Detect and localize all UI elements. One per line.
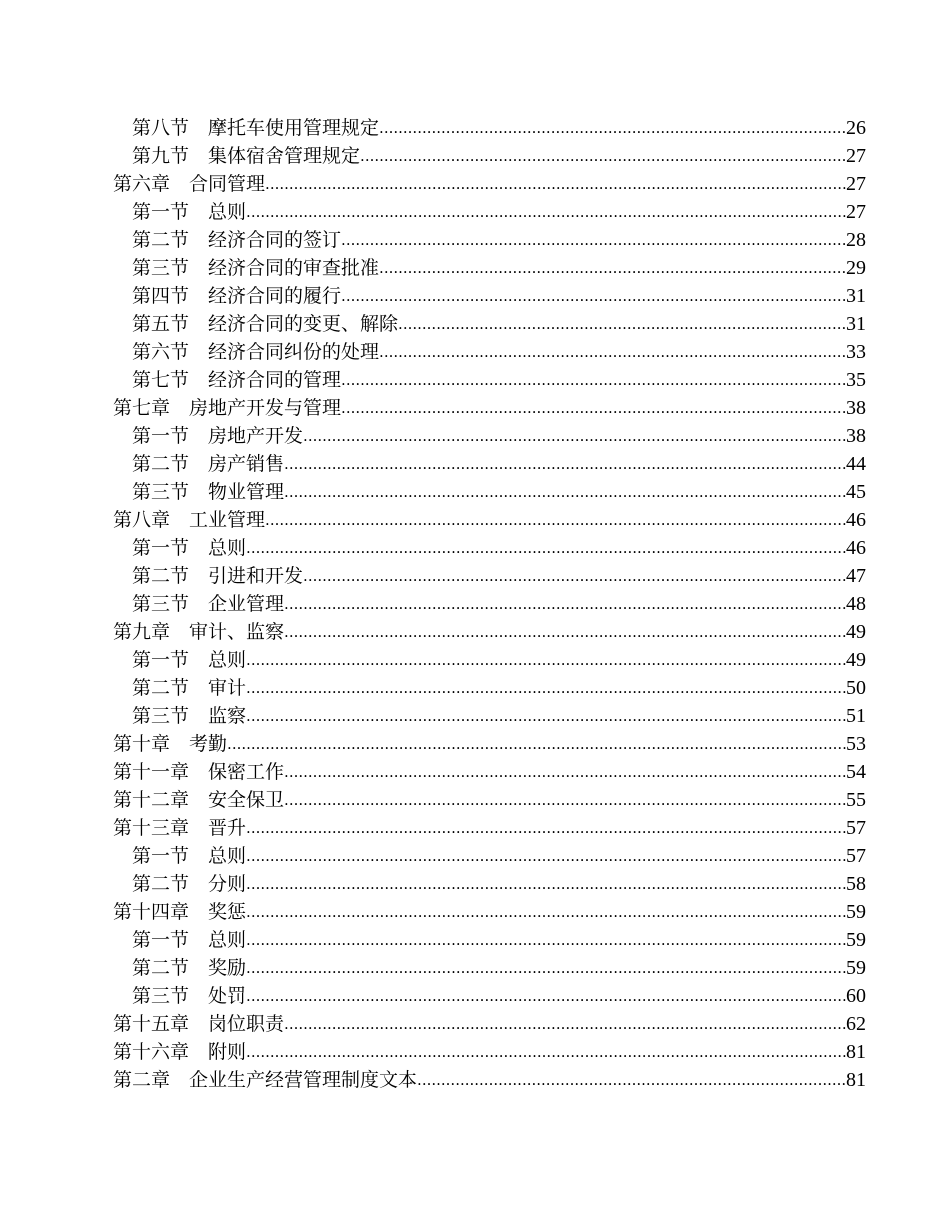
toc-entry-title	[113, 898, 246, 926]
toc-dot-leader	[341, 225, 846, 254]
toc-entry-label: 第八章	[113, 509, 171, 531]
toc-entry-title	[132, 282, 341, 310]
toc-page-number: 29	[846, 257, 866, 279]
toc-dot-leader	[246, 701, 846, 730]
toc-entry-name: 总则	[208, 649, 247, 671]
toc-page-number: 47	[846, 565, 866, 587]
toc-entry-label: 第七章	[113, 397, 171, 419]
toc-entry-label: 第五节	[132, 313, 190, 335]
toc-entry-label: 第二节	[132, 873, 190, 895]
toc-entry-name: 经济合同纠份的处理	[208, 341, 380, 363]
toc-chapter-entry[interactable]	[113, 898, 866, 926]
toc-dot-leader	[246, 1037, 846, 1066]
toc-entry-name: 处罚	[208, 985, 247, 1007]
toc-entry-title	[113, 730, 227, 758]
toc-page-number: 44	[846, 453, 866, 475]
toc-section-entry[interactable]	[113, 534, 866, 562]
toc-entry-label: 第二节	[132, 677, 190, 699]
toc-entry-gap	[189, 229, 208, 251]
toc-entry-label: 第六节	[132, 341, 190, 363]
toc-section-entry[interactable]	[113, 254, 866, 282]
toc-dot-leader	[227, 729, 846, 758]
toc-entry-label: 第十四章	[113, 901, 190, 923]
toc-entry-title	[132, 198, 246, 226]
toc-entry-title	[132, 422, 303, 450]
toc-entry-gap	[189, 425, 208, 447]
toc-entry-name: 摩托车使用管理规定	[208, 117, 380, 139]
toc-entry-gap	[189, 565, 208, 587]
toc-entry-name: 企业生产经营管理制度文本	[189, 1069, 418, 1091]
toc-entry-label: 第七节	[132, 369, 190, 391]
toc-entry-gap	[189, 789, 208, 811]
toc-entry-label: 第九节	[132, 145, 190, 167]
toc-page-number: 81	[846, 1069, 866, 1091]
toc-entry-title	[132, 562, 303, 590]
toc-entry-title	[132, 926, 246, 954]
toc-entry-name: 分则	[208, 873, 247, 895]
toc-dot-leader	[284, 785, 846, 814]
toc-dot-leader	[341, 365, 846, 394]
toc-page-number: 55	[846, 789, 866, 811]
toc-section-entry[interactable]	[113, 366, 866, 394]
toc-entry-title	[132, 366, 341, 394]
toc-page-number: 31	[846, 313, 866, 335]
toc-entry-label: 第十二章	[113, 789, 190, 811]
toc-entry-label: 第二节	[132, 957, 190, 979]
toc-entry-gap	[189, 481, 208, 503]
toc-section-entry[interactable]	[113, 226, 866, 254]
toc-page-number: 57	[846, 845, 866, 867]
toc-entry-title	[132, 982, 246, 1010]
toc-entry-name: 经济合同的变更、解除	[208, 313, 399, 335]
toc-entry-title	[132, 310, 398, 338]
toc-page-number: 31	[846, 285, 866, 307]
toc-entry-label: 第八节	[132, 117, 190, 139]
toc-entry-title	[132, 338, 379, 366]
toc-entry-gap	[170, 173, 189, 195]
toc-entry-label: 第三节	[132, 985, 190, 1007]
toc-page-number: 28	[846, 229, 866, 251]
toc-page-number: 59	[846, 901, 866, 923]
toc-entry-label: 第三节	[132, 481, 190, 503]
toc-dot-leader	[303, 421, 846, 450]
toc-entry-gap	[189, 817, 208, 839]
toc-entry-gap	[170, 1069, 189, 1091]
toc-entry-name: 经济合同的管理	[208, 369, 342, 391]
toc-entry-name: 房产销售	[208, 453, 285, 475]
toc-entry-gap	[170, 509, 189, 531]
toc-dot-leader	[284, 617, 846, 646]
toc-entry-name: 总则	[208, 929, 247, 951]
toc-entry-title	[132, 674, 246, 702]
toc-page-number: 54	[846, 761, 866, 783]
toc-section-entry[interactable]	[113, 926, 866, 954]
toc-entry-gap	[170, 397, 189, 419]
toc-dot-leader	[246, 673, 846, 702]
toc-entry-label: 第十五章	[113, 1013, 190, 1035]
toc-entry-title	[113, 1038, 246, 1066]
toc-section-entry[interactable]	[113, 478, 866, 506]
toc-entry-label: 第三节	[132, 705, 190, 727]
toc-entry-label: 第三节	[132, 593, 190, 615]
toc-entry-name: 奖励	[208, 957, 247, 979]
toc-dot-leader	[341, 393, 846, 422]
toc-page-number: 62	[846, 1013, 866, 1035]
table-of-contents	[113, 114, 866, 1094]
toc-entry-label: 第十六章	[113, 1041, 190, 1063]
toc-entry-name: 房地产开发	[208, 425, 304, 447]
toc-entry-gap	[189, 369, 208, 391]
toc-entry-label: 第二节	[132, 229, 190, 251]
toc-entry-name: 审计	[208, 677, 247, 699]
toc-page-number: 33	[846, 341, 866, 363]
toc-entry-name: 岗位职责	[208, 1013, 285, 1035]
toc-entry-gap	[189, 649, 208, 671]
toc-entry-label: 第十三章	[113, 817, 190, 839]
toc-section-entry[interactable]	[113, 198, 866, 226]
toc-section-entry[interactable]	[113, 842, 866, 870]
toc-page-number: 59	[846, 957, 866, 979]
toc-entry-title	[132, 590, 284, 618]
toc-entry-title	[113, 618, 284, 646]
toc-dot-leader	[360, 141, 846, 170]
toc-dot-leader	[246, 645, 846, 674]
toc-dot-leader	[284, 1009, 846, 1038]
toc-entry-name: 总则	[208, 537, 247, 559]
toc-page-number: 48	[846, 593, 866, 615]
toc-entry-title	[132, 254, 379, 282]
toc-entry-title	[113, 786, 284, 814]
toc-page-number: 27	[846, 145, 866, 167]
toc-page-number: 53	[846, 733, 866, 755]
toc-chapter-entry[interactable]	[113, 730, 866, 758]
toc-entry-label: 第二节	[132, 565, 190, 587]
toc-dot-leader	[284, 449, 846, 478]
toc-entry-title	[113, 506, 265, 534]
toc-page-number: 51	[846, 705, 866, 727]
toc-page-number: 27	[846, 201, 866, 223]
toc-dot-leader	[379, 113, 846, 142]
toc-dot-leader	[379, 337, 846, 366]
toc-entry-name: 房地产开发与管理	[189, 397, 342, 419]
toc-page-number: 57	[846, 817, 866, 839]
toc-entry-label: 第二节	[132, 453, 190, 475]
toc-entry-title	[132, 646, 246, 674]
toc-page-number: 46	[846, 537, 866, 559]
toc-entry-gap	[189, 901, 208, 923]
toc-chapter-entry[interactable]	[113, 786, 866, 814]
toc-entry-gap	[170, 621, 189, 643]
toc-section-entry[interactable]	[113, 674, 866, 702]
toc-entry-title	[132, 842, 246, 870]
toc-entry-title	[132, 142, 360, 170]
toc-dot-leader	[265, 169, 846, 198]
toc-entry-title	[113, 1066, 417, 1094]
toc-section-entry[interactable]	[113, 982, 866, 1010]
toc-chapter-entry[interactable]	[113, 170, 866, 198]
toc-dot-leader	[379, 253, 846, 282]
toc-entry-label: 第一节	[132, 201, 190, 223]
toc-entry-name: 经济合同的签订	[208, 229, 342, 251]
toc-entry-name: 经济合同的审查批准	[208, 257, 380, 279]
toc-page-number: 26	[846, 117, 866, 139]
toc-entry-title	[132, 226, 341, 254]
toc-entry-label: 第十章	[113, 733, 171, 755]
toc-page-number: 45	[846, 481, 866, 503]
toc-page-number: 38	[846, 397, 866, 419]
toc-chapter-entry[interactable]	[113, 506, 866, 534]
toc-entry-name: 附则	[208, 1041, 247, 1063]
toc-entry-gap	[189, 593, 208, 615]
toc-entry-label: 第九章	[113, 621, 171, 643]
toc-entry-gap	[189, 845, 208, 867]
toc-entry-gap	[189, 145, 208, 167]
toc-section-entry[interactable]	[113, 422, 866, 450]
toc-page-number: 49	[846, 621, 866, 643]
toc-entry-title	[132, 702, 246, 730]
toc-page-number: 60	[846, 985, 866, 1007]
toc-entry-title	[132, 870, 246, 898]
toc-dot-leader	[265, 505, 846, 534]
toc-entry-title	[113, 814, 246, 842]
toc-entry-name: 考勤	[189, 733, 228, 755]
toc-entry-name: 企业管理	[208, 593, 285, 615]
toc-entry-gap	[189, 537, 208, 559]
toc-entry-label: 第三节	[132, 257, 190, 279]
toc-page-number: 58	[846, 873, 866, 895]
toc-page-number: 50	[846, 677, 866, 699]
toc-section-entry[interactable]	[113, 310, 866, 338]
toc-entry-name: 晋升	[208, 817, 247, 839]
toc-entry-label: 第一节	[132, 929, 190, 951]
toc-page-number: 49	[846, 649, 866, 671]
toc-section-entry[interactable]	[113, 338, 866, 366]
toc-entry-title	[113, 1010, 284, 1038]
toc-chapter-entry[interactable]	[113, 1066, 866, 1094]
toc-entry-name: 安全保卫	[208, 789, 285, 811]
toc-dot-leader	[284, 589, 846, 618]
toc-entry-label: 第一节	[132, 425, 190, 447]
toc-entry-name: 审计、监察	[189, 621, 285, 643]
toc-entry-gap	[189, 285, 208, 307]
toc-entry-gap	[189, 117, 208, 139]
toc-page-number: 38	[846, 425, 866, 447]
toc-entry-label: 第一节	[132, 845, 190, 867]
toc-entry-gap	[189, 1013, 208, 1035]
toc-page-number: 59	[846, 929, 866, 951]
toc-entry-name: 总则	[208, 845, 247, 867]
toc-entry-gap	[189, 705, 208, 727]
toc-section-entry[interactable]	[113, 646, 866, 674]
toc-entry-name: 引进和开发	[208, 565, 304, 587]
toc-entry-name: 物业管理	[208, 481, 285, 503]
toc-entry-name: 工业管理	[189, 509, 266, 531]
toc-entry-name: 总则	[208, 201, 247, 223]
toc-section-entry[interactable]	[113, 590, 866, 618]
toc-chapter-entry[interactable]	[113, 394, 866, 422]
toc-entry-gap	[189, 873, 208, 895]
toc-entry-title	[132, 478, 284, 506]
toc-entry-label: 第二章	[113, 1069, 171, 1091]
toc-chapter-entry[interactable]	[113, 1038, 866, 1066]
toc-entry-title	[113, 394, 341, 422]
toc-entry-gap	[189, 313, 208, 335]
toc-entry-title	[113, 170, 265, 198]
toc-section-entry[interactable]	[113, 562, 866, 590]
toc-entry-name: 奖惩	[208, 901, 247, 923]
toc-section-entry[interactable]	[113, 870, 866, 898]
toc-dot-leader	[303, 561, 846, 590]
toc-chapter-entry[interactable]	[113, 1010, 866, 1038]
toc-entry-title	[113, 758, 284, 786]
toc-entry-name: 合同管理	[189, 173, 266, 195]
toc-section-entry[interactable]	[113, 282, 866, 310]
toc-entry-label: 第十一章	[113, 761, 190, 783]
toc-page-number: 27	[846, 173, 866, 195]
toc-entry-gap	[189, 957, 208, 979]
toc-page-number: 46	[846, 509, 866, 531]
toc-entry-title	[132, 450, 284, 478]
toc-entry-title	[132, 954, 246, 982]
toc-entry-label: 第一节	[132, 649, 190, 671]
toc-dot-leader	[246, 953, 846, 982]
toc-entry-gap	[189, 985, 208, 1007]
toc-chapter-entry[interactable]	[113, 758, 866, 786]
toc-entry-gap	[189, 201, 208, 223]
toc-entry-gap	[189, 929, 208, 951]
toc-dot-leader	[246, 897, 846, 926]
toc-section-entry[interactable]	[113, 142, 866, 170]
toc-entry-gap	[189, 761, 208, 783]
toc-entry-title	[132, 534, 246, 562]
toc-entry-gap	[189, 1041, 208, 1063]
toc-dot-leader	[284, 477, 846, 506]
toc-entry-gap	[189, 677, 208, 699]
toc-dot-leader	[284, 757, 846, 786]
toc-page-number: 35	[846, 369, 866, 391]
toc-entry-gap	[189, 453, 208, 475]
toc-dot-leader	[246, 981, 846, 1010]
toc-dot-leader	[341, 281, 846, 310]
toc-chapter-entry[interactable]	[113, 618, 866, 646]
toc-section-entry[interactable]	[113, 954, 866, 982]
toc-dot-leader	[417, 1065, 846, 1094]
toc-dot-leader	[246, 533, 846, 562]
toc-entry-label: 第六章	[113, 173, 171, 195]
toc-entry-name: 监察	[208, 705, 247, 727]
toc-dot-leader	[246, 869, 846, 898]
toc-section-entry[interactable]	[113, 114, 866, 142]
toc-section-entry[interactable]	[113, 702, 866, 730]
toc-entry-label: 第四节	[132, 285, 190, 307]
toc-page-number: 81	[846, 1041, 866, 1063]
toc-entry-gap	[189, 257, 208, 279]
toc-section-entry[interactable]	[113, 450, 866, 478]
toc-entry-gap	[189, 341, 208, 363]
toc-dot-leader	[246, 925, 846, 954]
toc-dot-leader	[246, 197, 846, 226]
toc-dot-leader	[246, 841, 846, 870]
toc-entry-label: 第一节	[132, 537, 190, 559]
toc-dot-leader	[246, 813, 846, 842]
toc-entry-name: 保密工作	[208, 761, 285, 783]
toc-dot-leader	[398, 309, 846, 338]
toc-entry-gap	[170, 733, 189, 755]
toc-chapter-entry[interactable]	[113, 814, 866, 842]
toc-entry-name: 经济合同的履行	[208, 285, 342, 307]
toc-entry-title	[132, 114, 379, 142]
toc-entry-name: 集体宿舍管理规定	[208, 145, 361, 167]
